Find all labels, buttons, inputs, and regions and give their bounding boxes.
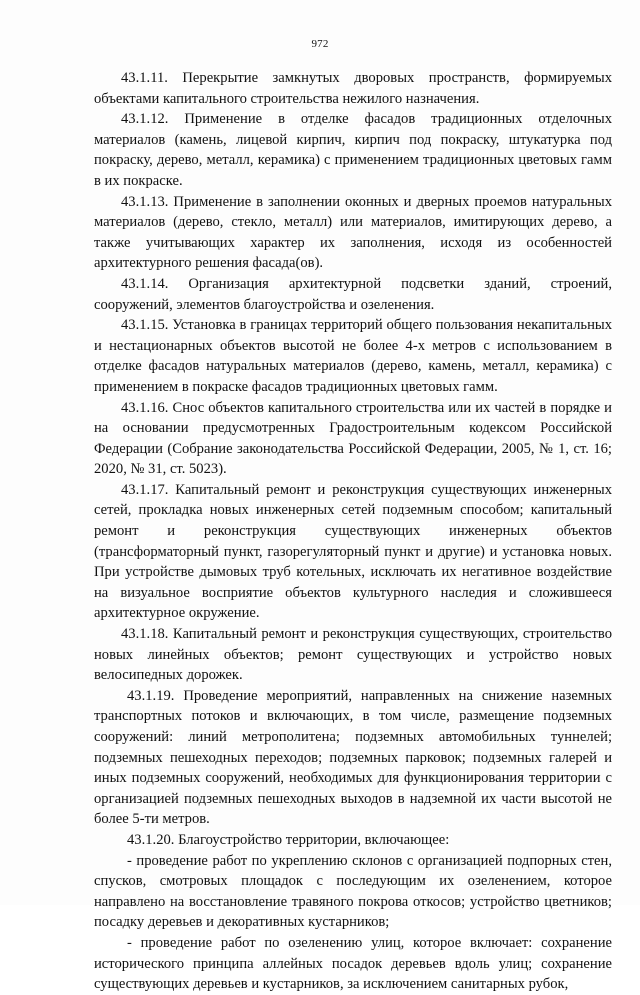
paragraph-43-1-18: 43.1.18. Капитальный ремонт и реконструкция существующих, строительство новых линейных объектов; ремонт существующих и устройство новых велосипедных дорожек. [94,626,612,684]
paragraph-43-1-12: 43.1.12. Применение в отделке фасадов традиционных отделочных материалов (камень, лицевой кирпич, кирпич под покраску, штукатурка под покраску, дерево, металл, керамика) с применением традиционных цветовых гамм в их покраске. [94,111,612,189]
page-number: 972 [311,38,329,50]
paragraph-43-1-11: 43.1.11. Перекрытие замкнутых дворовых пространств, формируемых объектами капитального строительства нежилого назначения. [94,70,612,107]
paragraph-43-1-17: 43.1.17. Капитальный ремонт и реконструкция существующих инженерных сетей, прокладка новых инженерных сетей подземным способом; капитальный ремонт и реконструкция существующих инженерных объектов (трансформаторный пункт, газорегуляторный пункт и другие) и установка новых. При устройстве дымовых труб котельных, исключать их негативное воздействие на визуальное восприятие объектов культурного наследия и сложившееся архитектурное окружение. [94,481,612,622]
list-item-slopes: - проведение работ по укреплению склонов с организацией подпорных стен, спусков, смотровых площадок с последующим их озеленением, которое направлено на восстановление травяного покрова откосов; устройство цветников; посадку деревьев и декоративных кустарников; [94,852,612,931]
paragraph-43-1-15: 43.1.15. Установка в границах территорий общего пользования некапитальных и нестационарных объектов высотой не более 4-х метров с использованием в отделке фасадов натуральных материалов (дерево, камень, металл, керамика) с применением в покраске фасадов традиционных цветовых гамм. [94,317,612,395]
paragraph-43-1-16: 43.1.16. Снос объектов капитального строительства или их частей в порядке и на основании предусмотренных Градостроительным кодексом Российской Федерации (Собрание законодательства Российской Федерации, 2005, № 1, ст. 16; 2020, № 31, ст. 5023). [94,399,612,478]
paragraph-43-1-19: 43.1.19. Проведение мероприятий, направленных на снижение наземных транспортных потоков и включающих, в том числе, размещение подземных сооружений: линий метрополитена; подземных автомобильных туннелей; подземных пешеходных переходов; подземных парковок; подземных галерей и иных подземных сооружений, необходимых для функционирования территории с организацией подземных пешеходных выходов в надземной их части высотой не более 5-ти метров. [94,687,612,828]
paragraph-43-1-20: 43.1.20. Благоустройство территории, включающее: [127,831,450,848]
paragraph-43-1-13: 43.1.13. Применение в заполнении оконных и дверных проемов натуральных материалов (дерево, стекло, металл) или материалов, имитирующих дерево, а также учитывающих характер их заполнения, исходя из особенностей архитектурного решения фасада(ов). [94,193,612,272]
document-body [94,68,612,995]
list-item-street-greening: - проведение работ по озеленению улиц, которое включает: сохранение исторического принципа аллейных посадок деревьев вдоль улиц; сохранение существующих деревьев и кустарников, за исключением санитарных рубок, [94,934,612,993]
paragraph-43-1-14: 43.1.14. Организация архитектурной подсветки зданий, строений, сооружений, элементов благоустройства и озеленения. [94,275,612,313]
